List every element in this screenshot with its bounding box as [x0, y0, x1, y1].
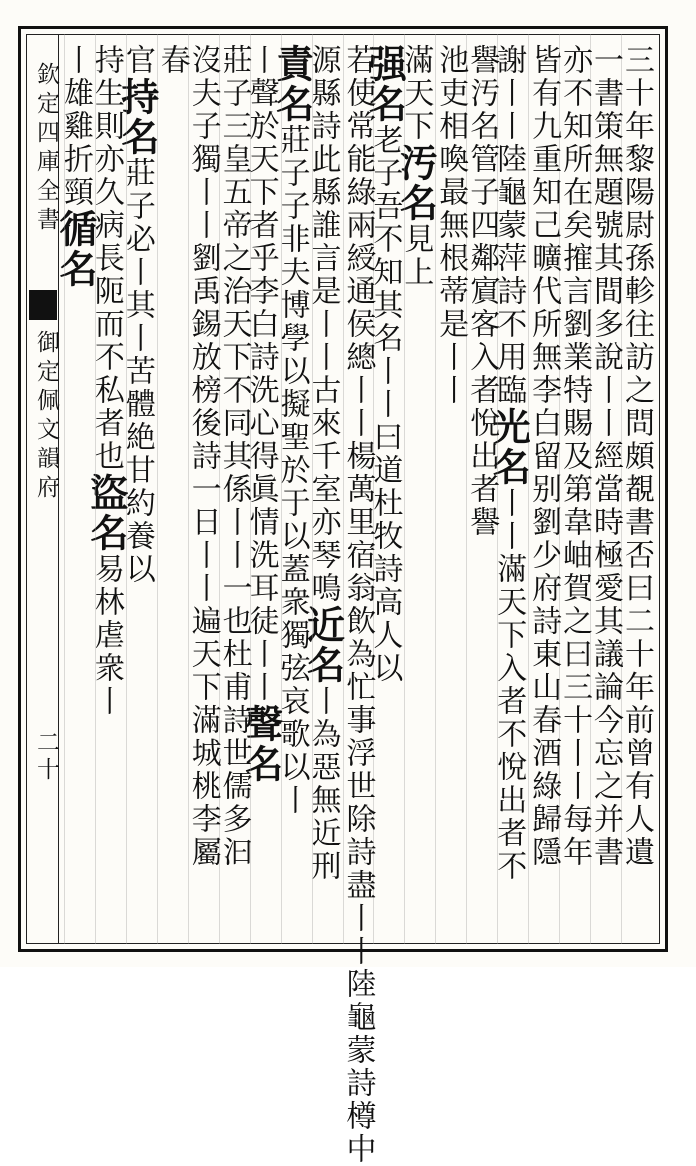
text-column — [526, 44, 562, 934]
headword: 循名 — [52, 209, 98, 289]
column-rule — [312, 34, 313, 944]
column-text: 一書策無題號其間多說丨丨經當時極愛其議論今忘之并書 — [588, 44, 624, 869]
column-text: 見上 — [398, 223, 434, 289]
text-column — [557, 44, 593, 934]
text-column — [83, 44, 129, 934]
headword: 光名 — [486, 407, 532, 487]
headword: 聲名 — [238, 704, 284, 784]
text-column — [486, 44, 532, 934]
text-column — [340, 44, 376, 1166]
headword: 汚名 — [393, 143, 439, 223]
book-title: 欽定四庫全書 — [33, 62, 59, 236]
column-text: 丨為惡無近刑 — [305, 685, 341, 883]
column-text: 持生則亦久病長阨而不私者也 — [88, 44, 124, 473]
text-column — [433, 44, 469, 934]
column-rule — [404, 34, 405, 944]
column-text: 莊子必丨其丨苦體絶甘約養以 — [119, 157, 155, 586]
column-text: 易林虐衆丨 — [88, 553, 124, 718]
column-text: 皆有九重知己曠代所無李白留别劉少府詩東山春酒綠歸隱 — [526, 44, 562, 869]
column-text: 管子四鄰賔客入者悅出者譽 — [464, 143, 500, 539]
text-column — [154, 44, 190, 934]
text-column — [393, 44, 439, 934]
column-text: 亦不知所在矣㩁言劉業特賜及第韋岫賀之曰三十丨丨每年 — [557, 44, 593, 869]
text-column — [464, 44, 500, 934]
text-column — [238, 44, 284, 934]
column-rule — [281, 34, 282, 944]
text-column — [269, 44, 315, 934]
column-text: 沒夫子獨丨丨劉禹錫放榜後詩一日丨丨遍天下滿城桃李屬 — [185, 44, 221, 869]
headword: 持名 — [114, 77, 160, 157]
column-text: 老子吾不知其名丨丨曰道杜牧詩高人以 — [367, 124, 403, 685]
column-text: 池吏相喚最無根蒂是丨丨 — [433, 44, 469, 407]
text-column — [216, 44, 252, 934]
column-text: 若使常能綠兩綬通侯總丨丨楊萬里宿翁 — [340, 44, 376, 605]
text-column — [185, 44, 221, 934]
column-text: 譽汚名 — [464, 44, 500, 143]
column-text: 丨雄雞折頸 — [57, 44, 93, 209]
text-column — [362, 44, 408, 934]
text-column — [618, 44, 654, 934]
column-text: 莊子三皇五帝之治天下不同其係丨丨一也杜甫詩世儒多汩 — [216, 44, 252, 869]
column-rule — [64, 34, 65, 944]
fish-tail-mark — [29, 290, 57, 320]
column-rule — [95, 34, 96, 944]
column-text: 丨丨滿天下入者不悅出者不 — [491, 487, 527, 883]
column-text: 丨聲於天下者乎李白詩洗心得眞情洗耳徒丨丨 — [243, 44, 279, 704]
text-column — [300, 44, 346, 934]
column-text: 春 — [154, 44, 190, 77]
column-text: 官 — [119, 44, 155, 77]
text-column — [588, 44, 624, 934]
column-text: 源縣詩此縣誰言是丨丨古來千室亦琴鳴 — [305, 44, 341, 605]
headword: 强名 — [362, 44, 408, 124]
column-text: 滿天下 — [398, 44, 434, 143]
headword: 責名 — [269, 44, 315, 124]
column-text: 飲為忙事浮世除詩盡丨丨陸龜蒙詩樽中 — [340, 605, 376, 1166]
text-column — [52, 44, 98, 934]
volume-title: 御定佩文韻府 — [33, 330, 59, 504]
column-text: 莊子子非夫博學以擬聖於于以蓋衆獨弦哀歌以丨 — [274, 124, 310, 817]
column-text: 三十年黎陽尉孫軫往訪之問頗覩書否曰二十年前曾有人遺 — [618, 44, 654, 869]
headword: 盜名 — [83, 473, 129, 553]
text-column — [114, 44, 160, 934]
column-text: 謝丨丨陸龜蒙萍詩不用臨 — [491, 44, 527, 407]
column-rule — [528, 34, 529, 944]
page-number: 二十 — [33, 730, 59, 784]
headword: 近名 — [300, 605, 346, 685]
column-rule — [188, 34, 189, 944]
column-rule — [157, 34, 158, 944]
column-rule — [343, 34, 344, 944]
